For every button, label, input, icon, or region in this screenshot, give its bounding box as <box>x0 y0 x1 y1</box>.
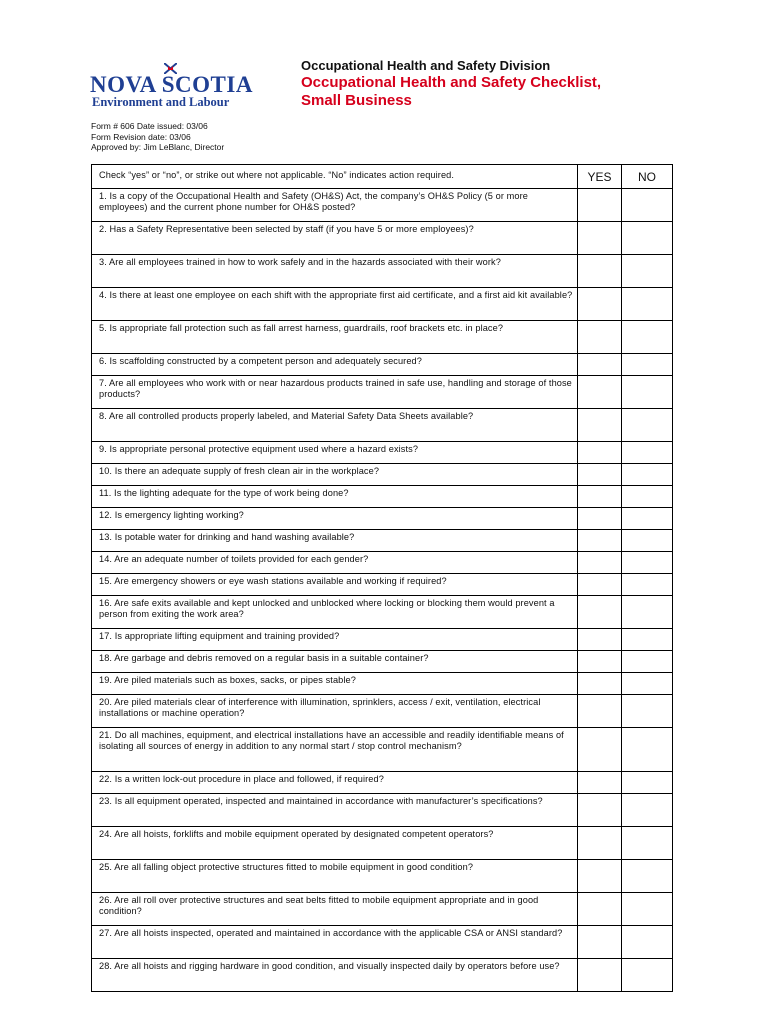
no-checkbox[interactable] <box>621 288 673 320</box>
yes-checkbox[interactable] <box>577 695 621 727</box>
yes-checkbox[interactable] <box>577 255 621 287</box>
question-text: 16. Are safe exits available and kept unlocked and unblocked where locking or blocking them would prevent a person from exiting the work area? <box>99 598 555 620</box>
yes-checkbox[interactable] <box>577 794 621 826</box>
checklist-row <box>92 926 673 959</box>
question-text: 2. Has a Safety Representative been selected by staff (if you have 5 or more employees)? <box>99 224 474 234</box>
yes-checkbox[interactable] <box>577 508 621 529</box>
no-checkbox[interactable] <box>621 827 673 859</box>
checklist-row <box>92 772 673 794</box>
question-text: 27. Are all hoists inspected, operated and maintained in accordance with the applicable CSA or ANSI standard? <box>99 928 563 938</box>
document-title <box>301 74 601 110</box>
nova-scotia-logo <box>84 62 254 110</box>
question-text: 28. Are all hoists and rigging hardware in good condition, and visually inspected daily by operators before use? <box>99 961 560 971</box>
question-text: 19. Are piled materials such as boxes, sacks, or pipes stable? <box>99 675 356 685</box>
checklist-row <box>92 464 673 486</box>
no-checkbox[interactable] <box>621 860 673 892</box>
question-text: 22. Is a written lock-out procedure in place and followed, if required? <box>99 774 384 784</box>
checklist-row <box>92 222 673 255</box>
checklist-row <box>92 860 673 893</box>
no-checkbox[interactable] <box>621 189 673 221</box>
yes-checkbox[interactable] <box>577 959 621 991</box>
question-text: 24. Are all hoists, forklifts and mobile equipment operated by designated competent operators? <box>99 829 494 839</box>
title-comma: , <box>596 74 602 91</box>
no-checkbox[interactable] <box>621 651 673 672</box>
yes-checkbox[interactable] <box>577 596 621 628</box>
question-text: 17. Is appropriate lifting equipment and training provided? <box>99 631 340 641</box>
no-column-header: NO <box>621 165 673 188</box>
question-text: 15. Are emergency showers or eye wash stations available and working if required? <box>99 576 447 586</box>
yes-checkbox[interactable] <box>577 321 621 353</box>
yes-checkbox[interactable] <box>577 893 621 925</box>
checklist-table <box>91 164 673 992</box>
checklist-row <box>92 321 673 354</box>
checklist-row <box>92 442 673 464</box>
question-text: 20. Are piled materials clear of interference with illumination, sprinklers, access / exit, ventilation, electrical installations or machine operation? <box>99 697 541 719</box>
yes-checkbox[interactable] <box>577 442 621 463</box>
yes-checkbox[interactable] <box>577 629 621 650</box>
yes-checkbox[interactable] <box>577 354 621 375</box>
logo-department: Environment and Labour <box>92 95 230 109</box>
question-text: 25. Are all falling object protective structures fitted to mobile equipment in good condition? <box>99 862 474 872</box>
no-checkbox[interactable] <box>621 728 673 771</box>
checklist-header-row <box>92 164 673 189</box>
checklist-row <box>92 409 673 442</box>
checklist-instruction: Check “yes” or “no”, or strike out where not applicable. “No” indicates action required. <box>99 170 455 180</box>
yes-checkbox[interactable] <box>577 464 621 485</box>
no-checkbox[interactable] <box>621 321 673 353</box>
checklist-row <box>92 629 673 651</box>
question-text: 11. Is the lighting adequate for the type of work being done? <box>99 488 349 498</box>
checklist-row <box>92 288 673 321</box>
no-checkbox[interactable] <box>621 574 673 595</box>
checklist-row <box>92 651 673 673</box>
question-text: 8. Are all controlled products properly labeled, and Material Safety Data Sheets available? <box>99 411 474 421</box>
question-text: 9. Is appropriate personal protective equipment used where a hazard exists? <box>99 444 419 454</box>
form-revision-date: Form Revision date: 03/06 <box>91 131 191 142</box>
yes-checkbox[interactable] <box>577 827 621 859</box>
checklist-row <box>92 794 673 827</box>
question-text: 26. Are all roll over protective structures and seat belts fitted to mobile equipment appropriate and in good condition? <box>99 895 539 917</box>
checklist-row <box>92 695 673 728</box>
title-line-2: Small Business <box>301 92 412 109</box>
checklist-row <box>92 486 673 508</box>
no-checkbox[interactable] <box>621 629 673 650</box>
question-text: 12. Is emergency lighting working? <box>99 510 244 520</box>
yes-checkbox[interactable] <box>577 772 621 793</box>
yes-checkbox[interactable] <box>577 552 621 573</box>
yes-checkbox[interactable] <box>577 651 621 672</box>
no-checkbox[interactable] <box>621 222 673 254</box>
no-checkbox[interactable] <box>621 376 673 408</box>
question-text: 23. Is all equipment operated, inspected and maintained in accordance with manufacturer’s specifications? <box>99 796 543 806</box>
yes-checkbox[interactable] <box>577 574 621 595</box>
no-checkbox[interactable] <box>621 959 673 991</box>
division-name: Occupational Health and Safety Division <box>301 58 551 73</box>
checklist-row <box>92 354 673 376</box>
no-checkbox[interactable] <box>621 442 673 463</box>
yes-column-header: YES <box>577 165 621 188</box>
question-text: 5. Is appropriate fall protection such as fall arrest harness, guardrails, roof brackets etc. in place? <box>99 323 504 333</box>
question-text: 1. Is a copy of the Occupational Health and Safety (OH&S) Act, the company’s OH&S Policy (5 or more employees) and the current phone number for OH&S posted? <box>99 191 528 213</box>
no-checkbox[interactable] <box>621 695 673 727</box>
no-checkbox[interactable] <box>621 486 673 507</box>
checklist-row <box>92 959 673 992</box>
checklist-row <box>92 530 673 552</box>
checklist-row <box>92 673 673 695</box>
question-text: 4. Is there at least one employee on each shift with the appropriate first aid certificate, and a first aid kit available? <box>99 290 573 300</box>
no-checkbox[interactable] <box>621 926 673 958</box>
yes-checkbox[interactable] <box>577 486 621 507</box>
no-checkbox[interactable] <box>621 596 673 628</box>
no-checkbox[interactable] <box>621 530 673 551</box>
checklist-row <box>92 552 673 574</box>
no-checkbox[interactable] <box>621 772 673 793</box>
checklist-row <box>92 508 673 530</box>
checklist-row <box>92 574 673 596</box>
question-text: 21. Do all machines, equipment, and electrical installations have an accessible and readily identifiable means of isolating all sources of energy in addition to any normal start / stop control mechanism? <box>99 730 564 752</box>
yes-checkbox[interactable] <box>577 189 621 221</box>
question-text: 3. Are all employees trained in how to work safely and in the hazards associated with their work? <box>99 257 501 267</box>
yes-checkbox[interactable] <box>577 222 621 254</box>
yes-checkbox[interactable] <box>577 673 621 694</box>
yes-checkbox[interactable] <box>577 728 621 771</box>
checklist-row <box>92 893 673 926</box>
no-checkbox[interactable] <box>621 552 673 573</box>
form-metadata <box>91 121 224 153</box>
question-text: 6. Is scaffolding constructed by a competent person and adequately secured? <box>99 356 422 366</box>
question-text: 13. Is potable water for drinking and hand washing available? <box>99 532 355 542</box>
form-number: Form # 606 Date issued: 03/06 <box>91 121 208 131</box>
title-line-1: Occupational Health and Safety Checklist <box>301 74 597 91</box>
checklist-row <box>92 376 673 409</box>
checklist-row <box>92 596 673 629</box>
no-checkbox[interactable] <box>621 464 673 485</box>
yes-checkbox[interactable] <box>577 409 621 441</box>
no-checkbox[interactable] <box>621 255 673 287</box>
checklist-row <box>92 728 673 772</box>
yes-checkbox[interactable] <box>577 530 621 551</box>
checklist-row <box>92 189 673 222</box>
checklist-row <box>92 255 673 288</box>
yes-checkbox[interactable] <box>577 860 621 892</box>
checklist-row <box>92 827 673 860</box>
question-text: 7. Are all employees who work with or near hazardous products trained in safe use, handling and storage of those products? <box>99 378 572 400</box>
yes-checkbox[interactable] <box>577 288 621 320</box>
no-checkbox[interactable] <box>621 508 673 529</box>
yes-checkbox[interactable] <box>577 926 621 958</box>
no-checkbox[interactable] <box>621 673 673 694</box>
question-text: 10. Is there an adequate supply of fresh clean air in the workplace? <box>99 466 380 476</box>
yes-checkbox[interactable] <box>577 376 621 408</box>
no-checkbox[interactable] <box>621 794 673 826</box>
no-checkbox[interactable] <box>621 354 673 375</box>
form-approved-by: Approved by: Jim LeBlanc, Director <box>91 142 225 152</box>
no-checkbox[interactable] <box>621 893 673 925</box>
logo-wordmark: NOVA SCOTIA <box>90 72 253 97</box>
question-text: 14. Are an adequate number of toilets provided for each gender? <box>99 554 369 564</box>
no-checkbox[interactable] <box>621 409 673 441</box>
question-text: 18. Are garbage and debris removed on a regular basis in a suitable container? <box>99 653 429 663</box>
